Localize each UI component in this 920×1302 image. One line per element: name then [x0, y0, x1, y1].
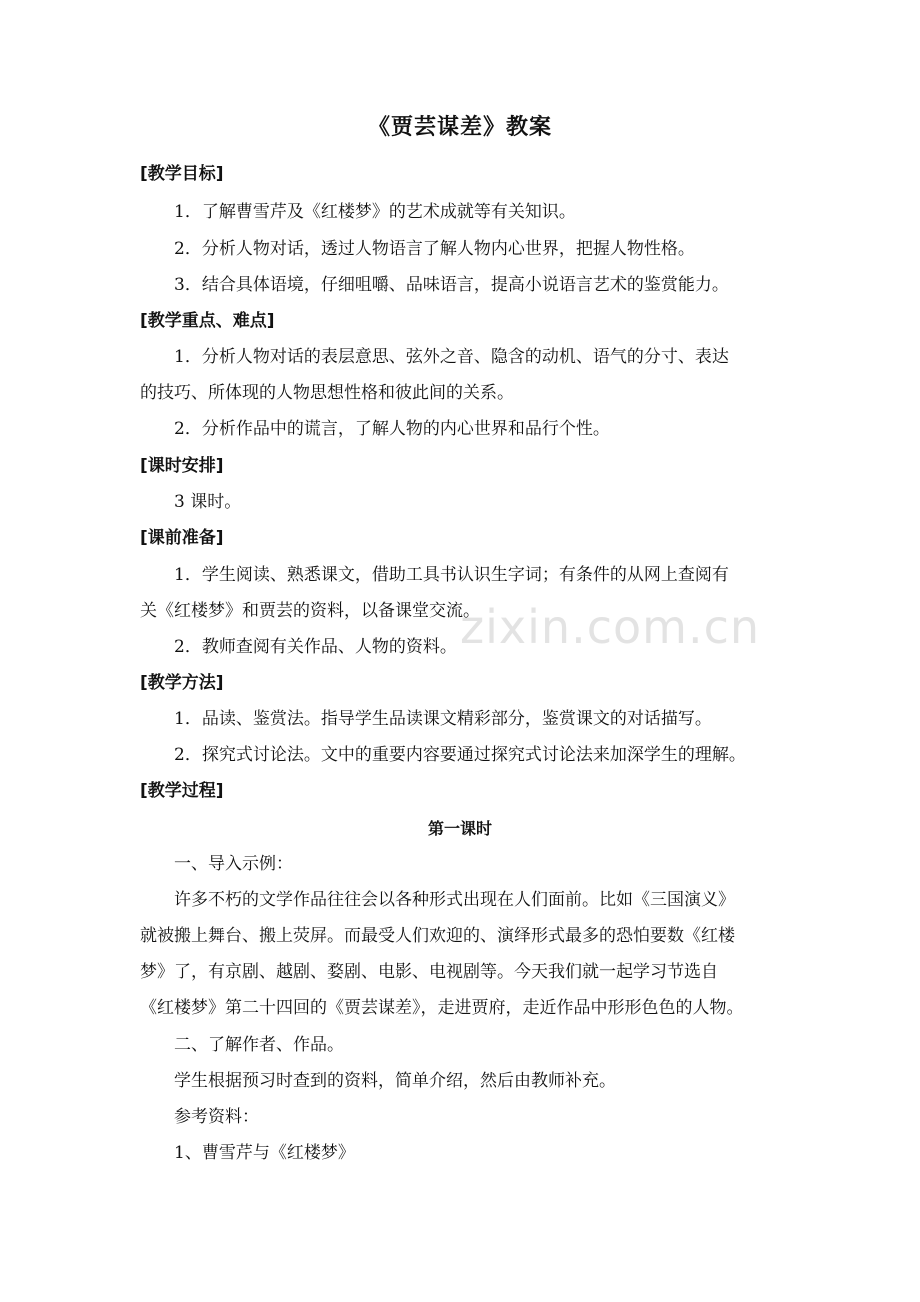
goal-item-2: 2．分析人物对话，透过人物语言了解人物内心世界，把握人物性格。	[174, 239, 695, 259]
lesson-one-heading: 第一课时	[427, 819, 492, 838]
author-section-heading: 二、了解作者、作品。	[174, 1035, 344, 1055]
intro-paragraph-line-1: 许多不朽的文学作品往往会以各种形式出现在人们面前。比如《三国演义》	[174, 890, 735, 910]
key-point-1-line-2: 的技巧、所体现的人物思想性格和彼此间的关系。	[140, 383, 514, 403]
intro-paragraph-line-3: 梦》了，有京剧、越剧、婺剧、电影、电视剧等。今天我们就一起学习节选自	[140, 962, 718, 982]
preparation-1-line-2: 关《红楼梦》和贾芸的资料，以备课堂交流。	[140, 601, 480, 621]
watermark: zixin.com.cn	[460, 600, 761, 654]
document-title: 《贾芸谋差》教案	[367, 115, 552, 140]
section-heading-schedule: [课时安排]	[140, 456, 224, 476]
schedule-text: 3 课时。	[174, 492, 242, 512]
section-heading-goals: [教学目标]	[140, 164, 224, 184]
section-heading-methods: [教学方法]	[140, 673, 224, 693]
intro-paragraph-line-2: 就被搬上舞台、搬上荧屏。而最受人们欢迎的、演绎形式最多的恐怕要数《红楼	[140, 926, 735, 946]
method-2: 2．探究式讨论法。文中的重要内容要通过探究式讨论法来加深学生的理解。	[174, 745, 746, 765]
key-point-1-line-1: 1．分析人物对话的表层意思、弦外之音、隐含的动机、语气的分寸、表达	[174, 347, 729, 367]
method-1: 1．品读、鉴赏法。指导学生品读课文精彩部分，鉴赏课文的对话描写。	[174, 709, 712, 729]
reference-item-1: 1、曹雪芹与《红楼梦》	[174, 1143, 355, 1163]
section-heading-preparation: [课前准备]	[140, 528, 224, 548]
goal-item-1: 1．了解曹雪芹及《红楼梦》的艺术成就等有关知识。	[174, 202, 576, 222]
section-heading-process: [教学过程]	[140, 781, 224, 801]
intro-paragraph-line-4: 《红楼梦》第二十四回的《贾芸谋差》，走进贾府，走近作品中形形色色的人物。	[140, 998, 744, 1018]
preparation-1-line-1: 1．学生阅读、熟悉课文，借助工具书认识生字词；有条件的从网上查阅有	[174, 565, 729, 585]
preparation-2: 2．教师查阅有关作品、人物的资料。	[174, 637, 457, 657]
section-heading-key-points: [教学重点、难点]	[140, 311, 275, 331]
author-section-text: 学生根据预习时查到的资料，简单介绍，然后由教师补充。	[174, 1071, 616, 1091]
reference-label: 参考资料：	[174, 1107, 259, 1127]
key-point-2: 2．分析作品中的谎言，了解人物的内心世界和品行个性。	[174, 419, 610, 439]
intro-heading: 一、导入示例：	[174, 854, 293, 874]
goal-item-3: 3．结合具体语境，仔细咀嚼、品味语言，提高小说语言艺术的鉴赏能力。	[174, 275, 729, 295]
